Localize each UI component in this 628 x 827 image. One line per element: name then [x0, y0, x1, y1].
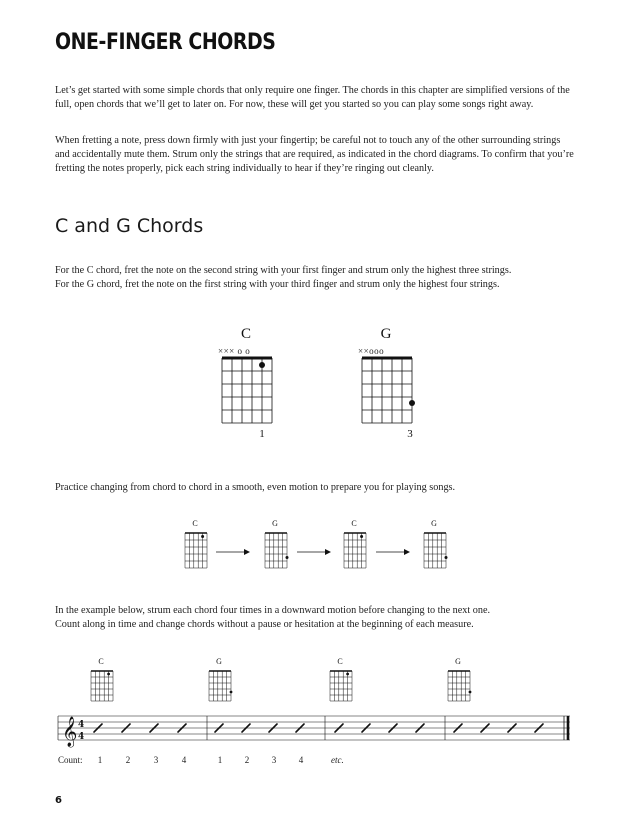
example-chord-4-label: G [455, 657, 461, 666]
example-text-1: In the example below, strum each chord four times in a downward motion before changing to the next one. [55, 605, 491, 616]
count-number: 1 [97, 755, 103, 765]
example-chord-1-diagram [91, 671, 115, 705]
svg-text:4: 4 [78, 732, 85, 742]
chord-g-finger: 3 [407, 428, 413, 440]
svg-text:4: 4 [78, 720, 85, 730]
practice-chord-3-diagram [344, 533, 368, 571]
practice-chord-1-label: C [192, 519, 198, 528]
arrow-icon [297, 548, 331, 556]
example-chord-4-diagram [448, 671, 472, 705]
count-number: 2 [244, 755, 250, 765]
practice-chord-4-diagram [424, 533, 448, 571]
practice-chord-2-label: G [272, 519, 278, 528]
count-number: 2 [125, 755, 131, 765]
count-number: 4 [298, 755, 304, 765]
intro-paragraph-1: Let’s get started with some simple chords that only require one finger. The chords in this chapter are simplified versions of the full, open chords that we’ll get to later on. For now, these will get you started so you can play some songs right away. [55, 85, 570, 110]
example-chord-1-label: C [98, 657, 104, 666]
chord-g-diagram [362, 358, 414, 428]
example-chord-3-diagram [330, 671, 354, 705]
instruction-g: For the G chord, fret the note on the first string with your third finger and strum only the highest four strings. [55, 279, 500, 290]
instruction-c: For the C chord, fret the note on the second string with your first finger and strum only the highest three strings. [55, 265, 512, 276]
arrow-icon [376, 548, 410, 556]
count-label: Count: [58, 755, 83, 765]
etc-label: etc. [331, 755, 344, 765]
practice-chord-4-label: G [431, 519, 437, 528]
example-text-2: Count along in time and change chords without a pause or hesitation at the beginning of each measure. [55, 619, 474, 630]
chord-c-label: C [240, 326, 251, 342]
chord-c-finger: 1 [259, 428, 265, 440]
chord-g-label: G [380, 326, 392, 342]
count-number: 3 [271, 755, 277, 765]
intro-paragraph-2: When fretting a note, press down firmly with just your fingertip; be careful not to touch any of the other surrounding strings and accidentally mute them. Strum only the strings that are required, as indicated in the chord diagrams. To confirm that you’re fretting the notes properly, pick each string individually to hear if they’re ringing out cleanly. [55, 135, 574, 174]
arrow-icon [216, 548, 250, 556]
section-heading: C and G Chords [55, 215, 204, 237]
count-number: 3 [153, 755, 159, 765]
practice-chord-3-label: C [351, 519, 357, 528]
chord-c-string-marks: ××× o o [218, 346, 251, 356]
music-staff [58, 712, 578, 746]
chord-c-diagram [222, 358, 274, 428]
page-number: 6 [55, 795, 62, 806]
svg-text:𝄞: 𝄞 [62, 717, 78, 747]
practice-text: Practice changing from chord to chord in a smooth, even motion to prepare you for playing songs. [55, 482, 456, 493]
count-number: 4 [181, 755, 187, 765]
practice-chord-2-diagram [265, 533, 289, 571]
practice-chord-1-diagram [185, 533, 209, 571]
example-chord-3-label: C [337, 657, 343, 666]
count-number: 1 [217, 755, 223, 765]
example-chord-2-label: G [216, 657, 222, 666]
page-title: ONE-FINGER CHORDS [55, 30, 276, 55]
example-chord-2-diagram [209, 671, 233, 705]
chord-g-string-marks: ××ooo [358, 346, 385, 356]
